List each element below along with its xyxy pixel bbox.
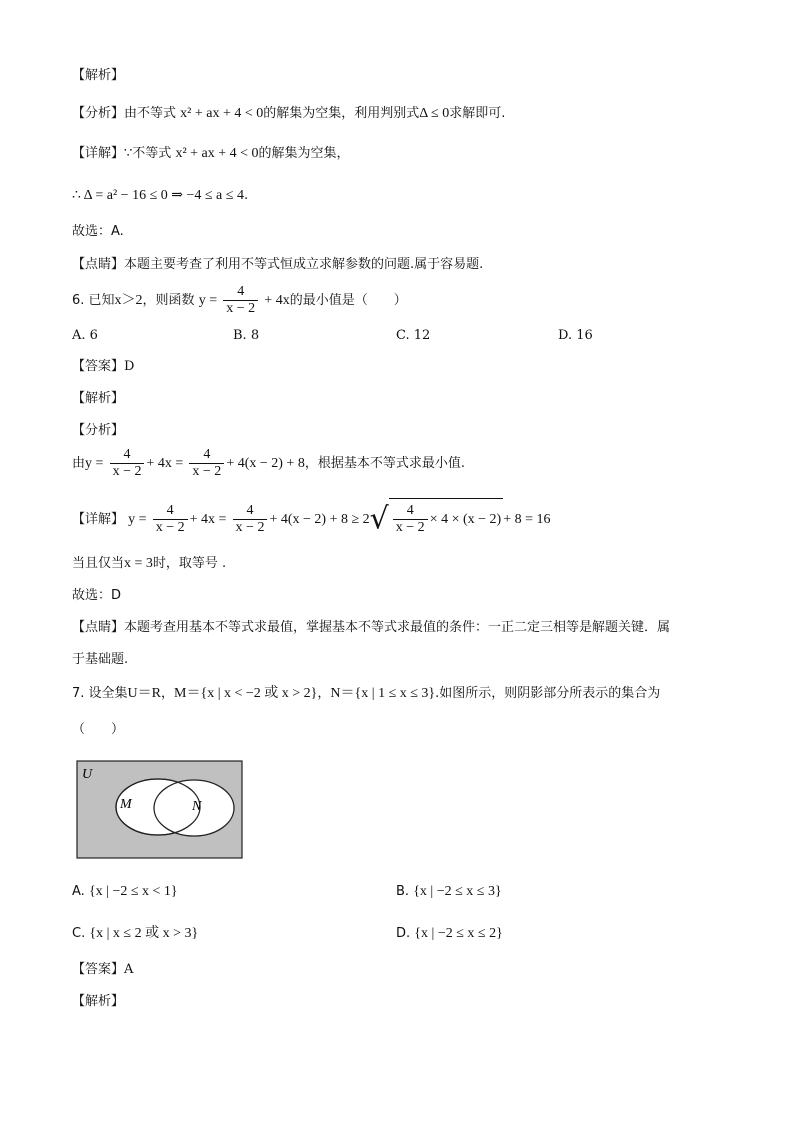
sqrt-body bbox=[389, 498, 503, 541]
section-analysis-heading bbox=[72, 66, 124, 86]
text: 由 bbox=[72, 456, 86, 471]
option-label: A. bbox=[72, 884, 85, 899]
text: 本题考查用基本不等式求最值，掌握基本不等式求最值的条件：一正二定三相等是解题关键．属 bbox=[124, 620, 671, 635]
option-a[interactable]: A. 6 bbox=[72, 328, 98, 343]
question-6 bbox=[72, 284, 407, 318]
answer-6 bbox=[72, 357, 134, 377]
choice-line-6: 故选：D bbox=[72, 588, 122, 603]
option-label: B. bbox=[396, 884, 410, 899]
text: 的解集为空集， bbox=[258, 146, 350, 161]
fraction bbox=[223, 284, 258, 317]
equality-line-6 bbox=[72, 554, 226, 574]
tag-label: 【详解】 bbox=[72, 146, 125, 161]
denominator: x − 2 bbox=[155, 520, 185, 535]
remark-line-6 bbox=[72, 618, 670, 638]
denominator: x − 2 bbox=[226, 301, 256, 316]
derivation-line bbox=[72, 186, 248, 206]
text: 的解集为空集，利用判别式 bbox=[263, 106, 420, 121]
numerator: 4 bbox=[393, 503, 428, 520]
label-m: M bbox=[120, 797, 132, 812]
sqrt-sign: √ bbox=[369, 501, 389, 537]
tag-label: 【分析】 bbox=[72, 106, 125, 121]
text: ， bbox=[161, 686, 175, 701]
text: ， bbox=[317, 686, 331, 701]
option-c[interactable] bbox=[72, 924, 198, 944]
math-expr: + 4x = bbox=[146, 456, 184, 471]
analysis-heading-6 bbox=[72, 389, 124, 409]
fenxi-heading-6 bbox=[72, 421, 124, 441]
math-expr: + 4(x − 2) + 8 ≥ 2 bbox=[269, 512, 370, 527]
option-d[interactable] bbox=[396, 924, 503, 944]
denominator: x − 2 bbox=[395, 520, 425, 536]
option-b[interactable]: B. 8 bbox=[233, 328, 260, 343]
numerator: 4 bbox=[110, 447, 145, 464]
math-expr: x = 3 bbox=[124, 556, 153, 571]
fraction bbox=[393, 503, 428, 536]
tag-label: 【解析】 bbox=[72, 391, 125, 406]
math-expr: + 8 = 16 bbox=[503, 512, 551, 527]
numerator: 4 bbox=[189, 447, 224, 464]
fraction bbox=[153, 503, 188, 536]
text: 由不等式 bbox=[124, 106, 177, 121]
set-expr: {x | 1 ≤ x ≤ 3} bbox=[354, 686, 436, 701]
tag-label: 【答案】 bbox=[72, 962, 125, 977]
option-c[interactable]: C. 12 bbox=[396, 328, 431, 343]
text: .如图所示，则阴影部分所表示的集合为 bbox=[435, 686, 661, 701]
math-expr: U＝R bbox=[127, 686, 161, 701]
denominator: x − 2 bbox=[235, 520, 265, 535]
tag-label: 【分析】 bbox=[72, 423, 125, 438]
text: ，根据基本不等式求最小值. bbox=[304, 456, 465, 471]
choice-line: 故选：A. bbox=[72, 224, 124, 239]
answer-7 bbox=[72, 960, 133, 980]
tag-label: 【点睛】 bbox=[72, 620, 125, 635]
text: ，则函数 bbox=[142, 293, 195, 308]
numerator: 4 bbox=[153, 503, 188, 520]
question-7 bbox=[72, 684, 660, 704]
set-expr: {x | x ≤ 2 或 x > 3} bbox=[89, 926, 199, 941]
math-expr: Δ ≤ 0 bbox=[419, 106, 450, 121]
option-d[interactable]: D. 16 bbox=[558, 328, 593, 343]
math-expr: ∴ Δ = a² − 16 ≤ 0 ⇒ −4 ≤ a ≤ 4 bbox=[72, 188, 244, 203]
tag-label: 【答案】 bbox=[72, 359, 125, 374]
question-number: 6. 已知 bbox=[72, 293, 115, 308]
option-label: D. bbox=[396, 926, 411, 941]
text: 求解即可. bbox=[449, 106, 506, 121]
answer-value: A bbox=[124, 962, 134, 977]
option-label: C. bbox=[72, 926, 86, 941]
math-expr: N＝ bbox=[330, 686, 355, 701]
set-expr: {x | −2 ≤ x < 1} bbox=[88, 884, 178, 899]
denominator: x − 2 bbox=[192, 464, 222, 479]
math-expr: + 4x bbox=[264, 293, 290, 308]
fraction bbox=[110, 447, 145, 480]
numerator: 4 bbox=[223, 284, 258, 301]
text: 当且仅当 bbox=[72, 556, 125, 571]
math-expr: x² + ax + 4 < 0 bbox=[180, 106, 264, 121]
label-n: N bbox=[192, 799, 202, 814]
option-a[interactable] bbox=[72, 882, 178, 902]
analysis-heading-7 bbox=[72, 992, 124, 1012]
analysis-line bbox=[72, 104, 505, 124]
math-expr: y = bbox=[128, 512, 147, 527]
math-expr: x² + ax + 4 < 0 bbox=[175, 146, 259, 161]
fraction bbox=[189, 447, 224, 480]
remark-line-6b: 于基础题. bbox=[72, 652, 129, 667]
text: 的最小值是（ ） bbox=[289, 293, 407, 308]
remark-line bbox=[72, 255, 483, 275]
text: ∵不等式 bbox=[124, 146, 172, 161]
set-expr: {x | −2 ≤ x ≤ 2} bbox=[414, 926, 503, 941]
venn-diagram bbox=[76, 760, 244, 860]
math-expr: x＞2 bbox=[114, 293, 143, 308]
math-expr: M＝ bbox=[174, 686, 201, 701]
text: . bbox=[243, 188, 249, 203]
math-expr: y = bbox=[198, 293, 218, 308]
tag-label: 【解析】 bbox=[72, 994, 125, 1009]
text: 本题主要考查了利用不等式恒成立求解参数的问题.属于容易题. bbox=[124, 257, 484, 272]
answer-value: D bbox=[124, 359, 135, 374]
question-number: 7. 设全集 bbox=[72, 686, 128, 701]
detail-line bbox=[72, 144, 350, 164]
text: 时，取等号 . bbox=[152, 556, 227, 571]
numerator: 4 bbox=[233, 503, 268, 520]
fenxi-line-6 bbox=[72, 446, 465, 482]
math-expr: y = bbox=[85, 456, 104, 471]
fraction bbox=[233, 503, 268, 536]
math-expr: × 4 × (x − 2) bbox=[429, 512, 502, 527]
question-7-paren: （ ） bbox=[72, 722, 125, 737]
set-expr: {x | −2 ≤ x ≤ 3} bbox=[413, 884, 502, 899]
option-b[interactable] bbox=[396, 882, 502, 902]
math-expr: + 4(x − 2) + 8 bbox=[226, 456, 305, 471]
math-expr: + 4x = bbox=[189, 512, 227, 527]
denominator: x − 2 bbox=[112, 464, 142, 479]
detail-line-6 bbox=[72, 498, 551, 541]
tag-label: 【解析】 bbox=[72, 68, 125, 83]
tag-label: 【详解】 bbox=[72, 512, 125, 527]
set-expr: {x | x < −2 或 x > 2} bbox=[200, 686, 318, 701]
tag-label: 【点睛】 bbox=[72, 257, 125, 272]
label-u: U bbox=[82, 767, 93, 782]
